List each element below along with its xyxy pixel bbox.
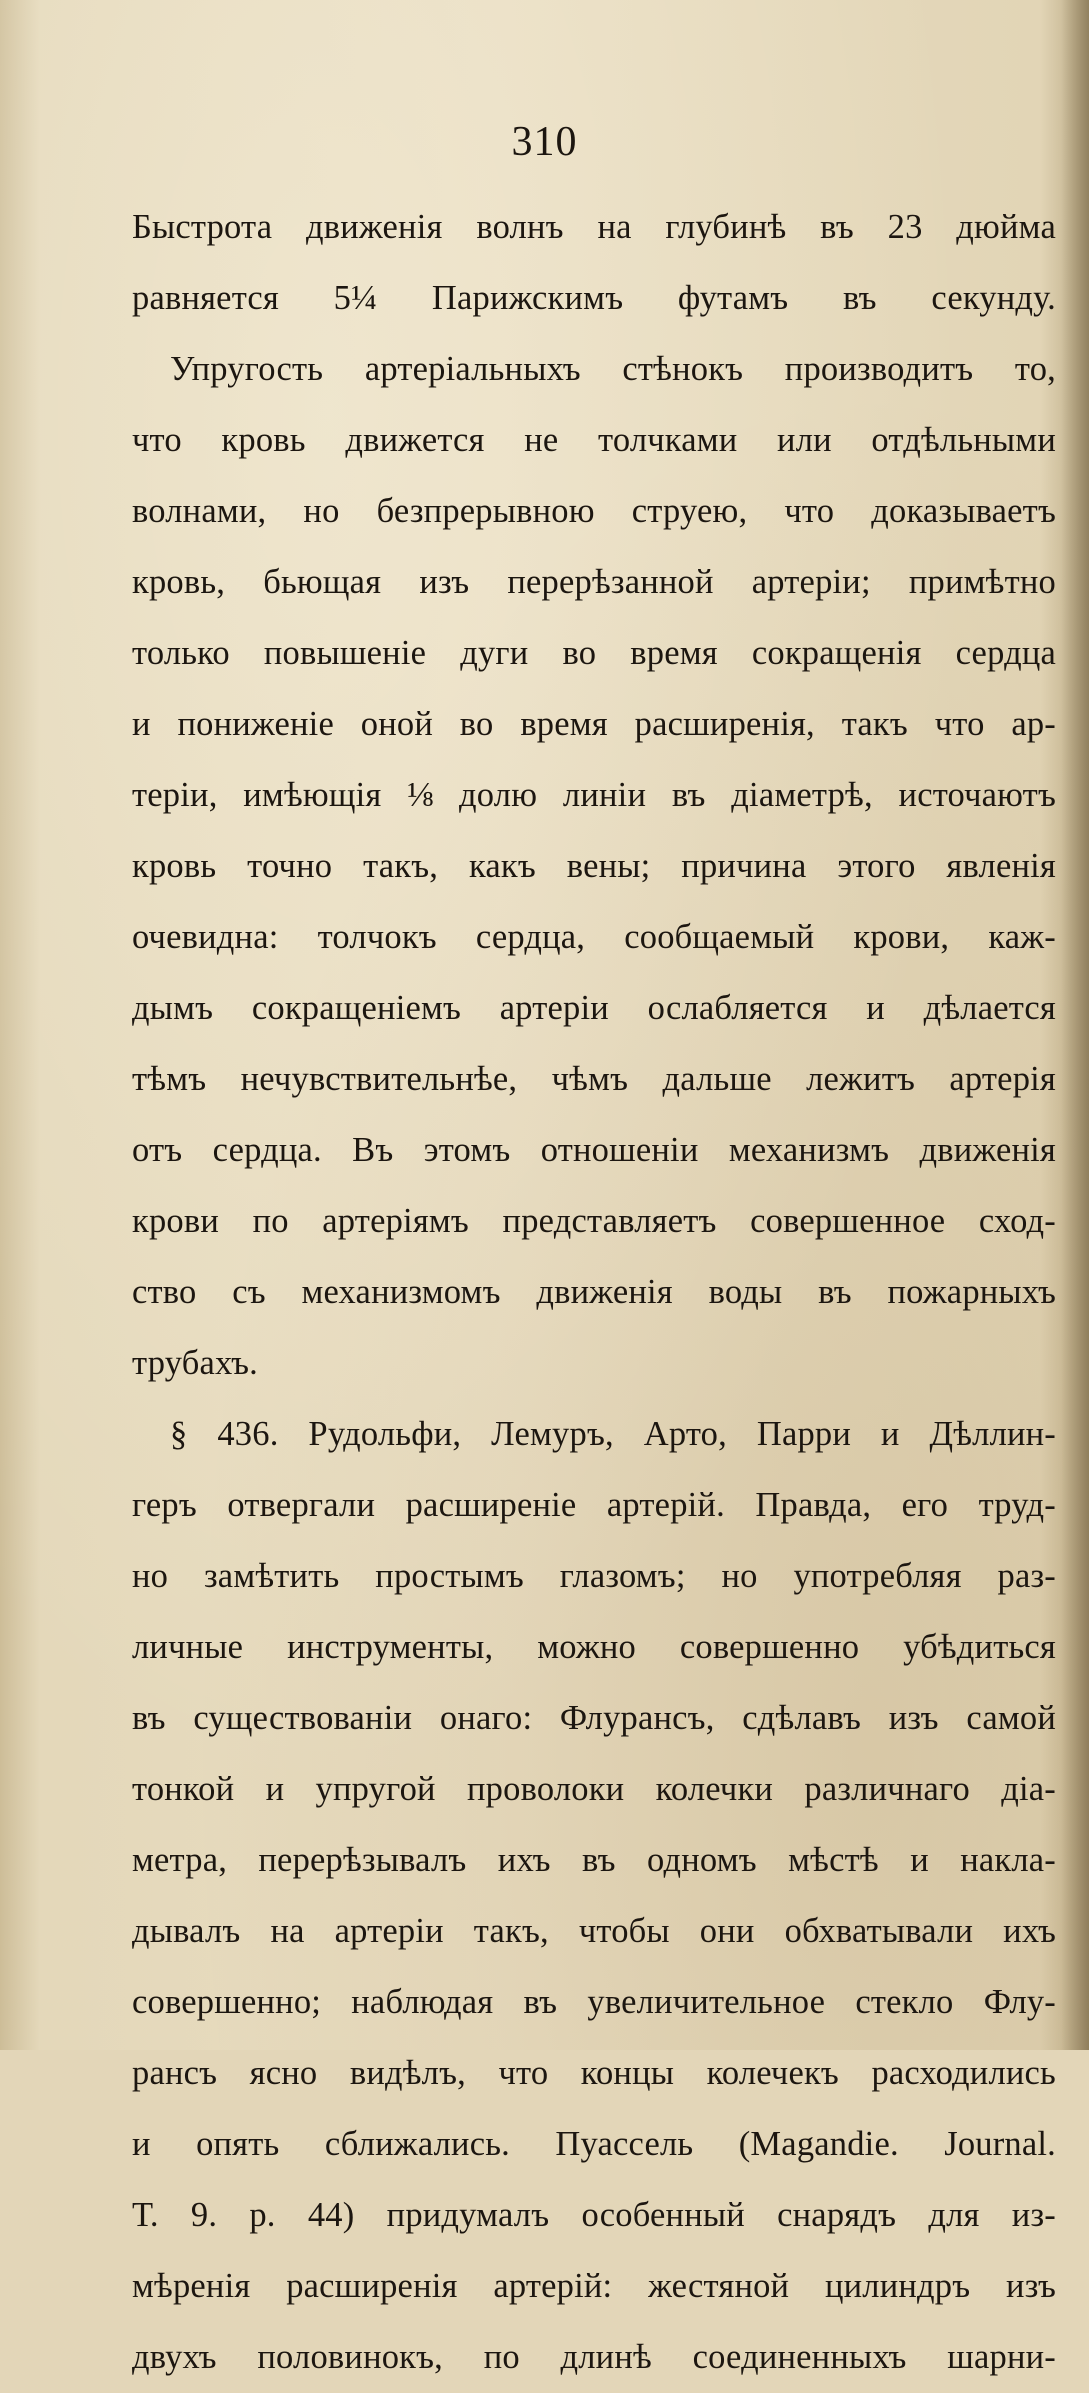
page-number: 310 (511, 119, 578, 165)
text-line: тѣмъ нечувствительнѣе, чѣмъ дальше лежитъ артерія (132, 1060, 1056, 1098)
text-line: крови по артеріямъ представляетъ совершенное сход- (132, 1202, 1056, 1240)
text-line: и опять сближались. Пуассель (Magandie. Journal. (132, 2125, 1056, 2163)
body-text (132, 192, 1056, 2393)
text-line: § 436. Рудольфи, Лемуръ, Арто, Парри и Дѣллин- (170, 1415, 1056, 1453)
text-line: личные инструменты, можно совершенно убѣдиться (132, 1628, 1056, 1666)
text-line: отъ сердца. Въ этомъ отношеніи механизмъ движенія (132, 1131, 1056, 1169)
text-line: совершенно; наблюдая въ увеличительное стекло Флу- (132, 1983, 1056, 2021)
text-line: въ существованіи онаго: Флурансъ, сдѣлавъ изъ самой (132, 1699, 1056, 1737)
text-line: рансъ ясно видѣлъ, что концы колечекъ расходились (132, 2054, 1056, 2092)
text-line: тонкой и упругой проволоки колечки различнаго діа- (132, 1770, 1056, 1808)
text-line: Быстрота движенія волнъ на глубинѣ въ 23 дюйма (132, 208, 1056, 246)
text-line: только повышеніе дуги во время сокращенія сердца (132, 634, 1056, 672)
text-line: кровь точно такъ, какъ вены; причина этого явленія (132, 847, 1056, 885)
text-line: теріи, имѣющія ⅛ долю линіи въ діаметрѣ, источаютъ (132, 776, 1056, 814)
text-line: что кровь движется не толчками или отдѣльными (132, 421, 1056, 459)
text-line: кровь, бьющая изъ перерѣзанной артеріи; примѣтно (132, 563, 1056, 601)
text-line: Упругость артеріальныхъ стѣнокъ производитъ то, (170, 350, 1056, 388)
text-line: волнами, но безпрерывною струею, что доказываетъ (132, 492, 1056, 530)
text-line: но замѣтить простымъ глазомъ; но употребляя раз- (132, 1557, 1056, 1595)
page-edge-shadow (1061, 0, 1089, 2050)
text-line: мѣренія расширенія артерій: жестяной цилиндръ изъ (132, 2267, 1056, 2305)
text-line: двухъ половинокъ, по длинѣ соединенныхъ шарни- (132, 2338, 1056, 2376)
text-line: равняется 5¼ Парижскимъ футамъ въ секунду. (132, 279, 1056, 317)
text-line: Т. 9. р. 44) придумалъ особенный снарядъ для из- (132, 2196, 1056, 2234)
text-line: геръ отвергали расширеніе артерій. Правда, его труд- (132, 1486, 1056, 1524)
text-line: дывалъ на артеріи такъ, чтобы они обхватывали ихъ (132, 1912, 1056, 1950)
text-line: дымъ сокращеніемъ артеріи ослабляется и дѣлается (132, 989, 1056, 1027)
text-line: трубахъ. (132, 1344, 258, 1382)
text-line: очевидна: толчокъ сердца, сообщаемый крови, каж- (132, 918, 1056, 956)
text-line: и пониженіе оной во время расширенія, такъ что ар- (132, 705, 1056, 743)
text-line: ство съ механизмомъ движенія воды въ пожарныхъ (132, 1273, 1056, 1311)
text-line: метра, перерѣзывалъ ихъ въ одномъ мѣстѣ и накла- (132, 1841, 1056, 1879)
